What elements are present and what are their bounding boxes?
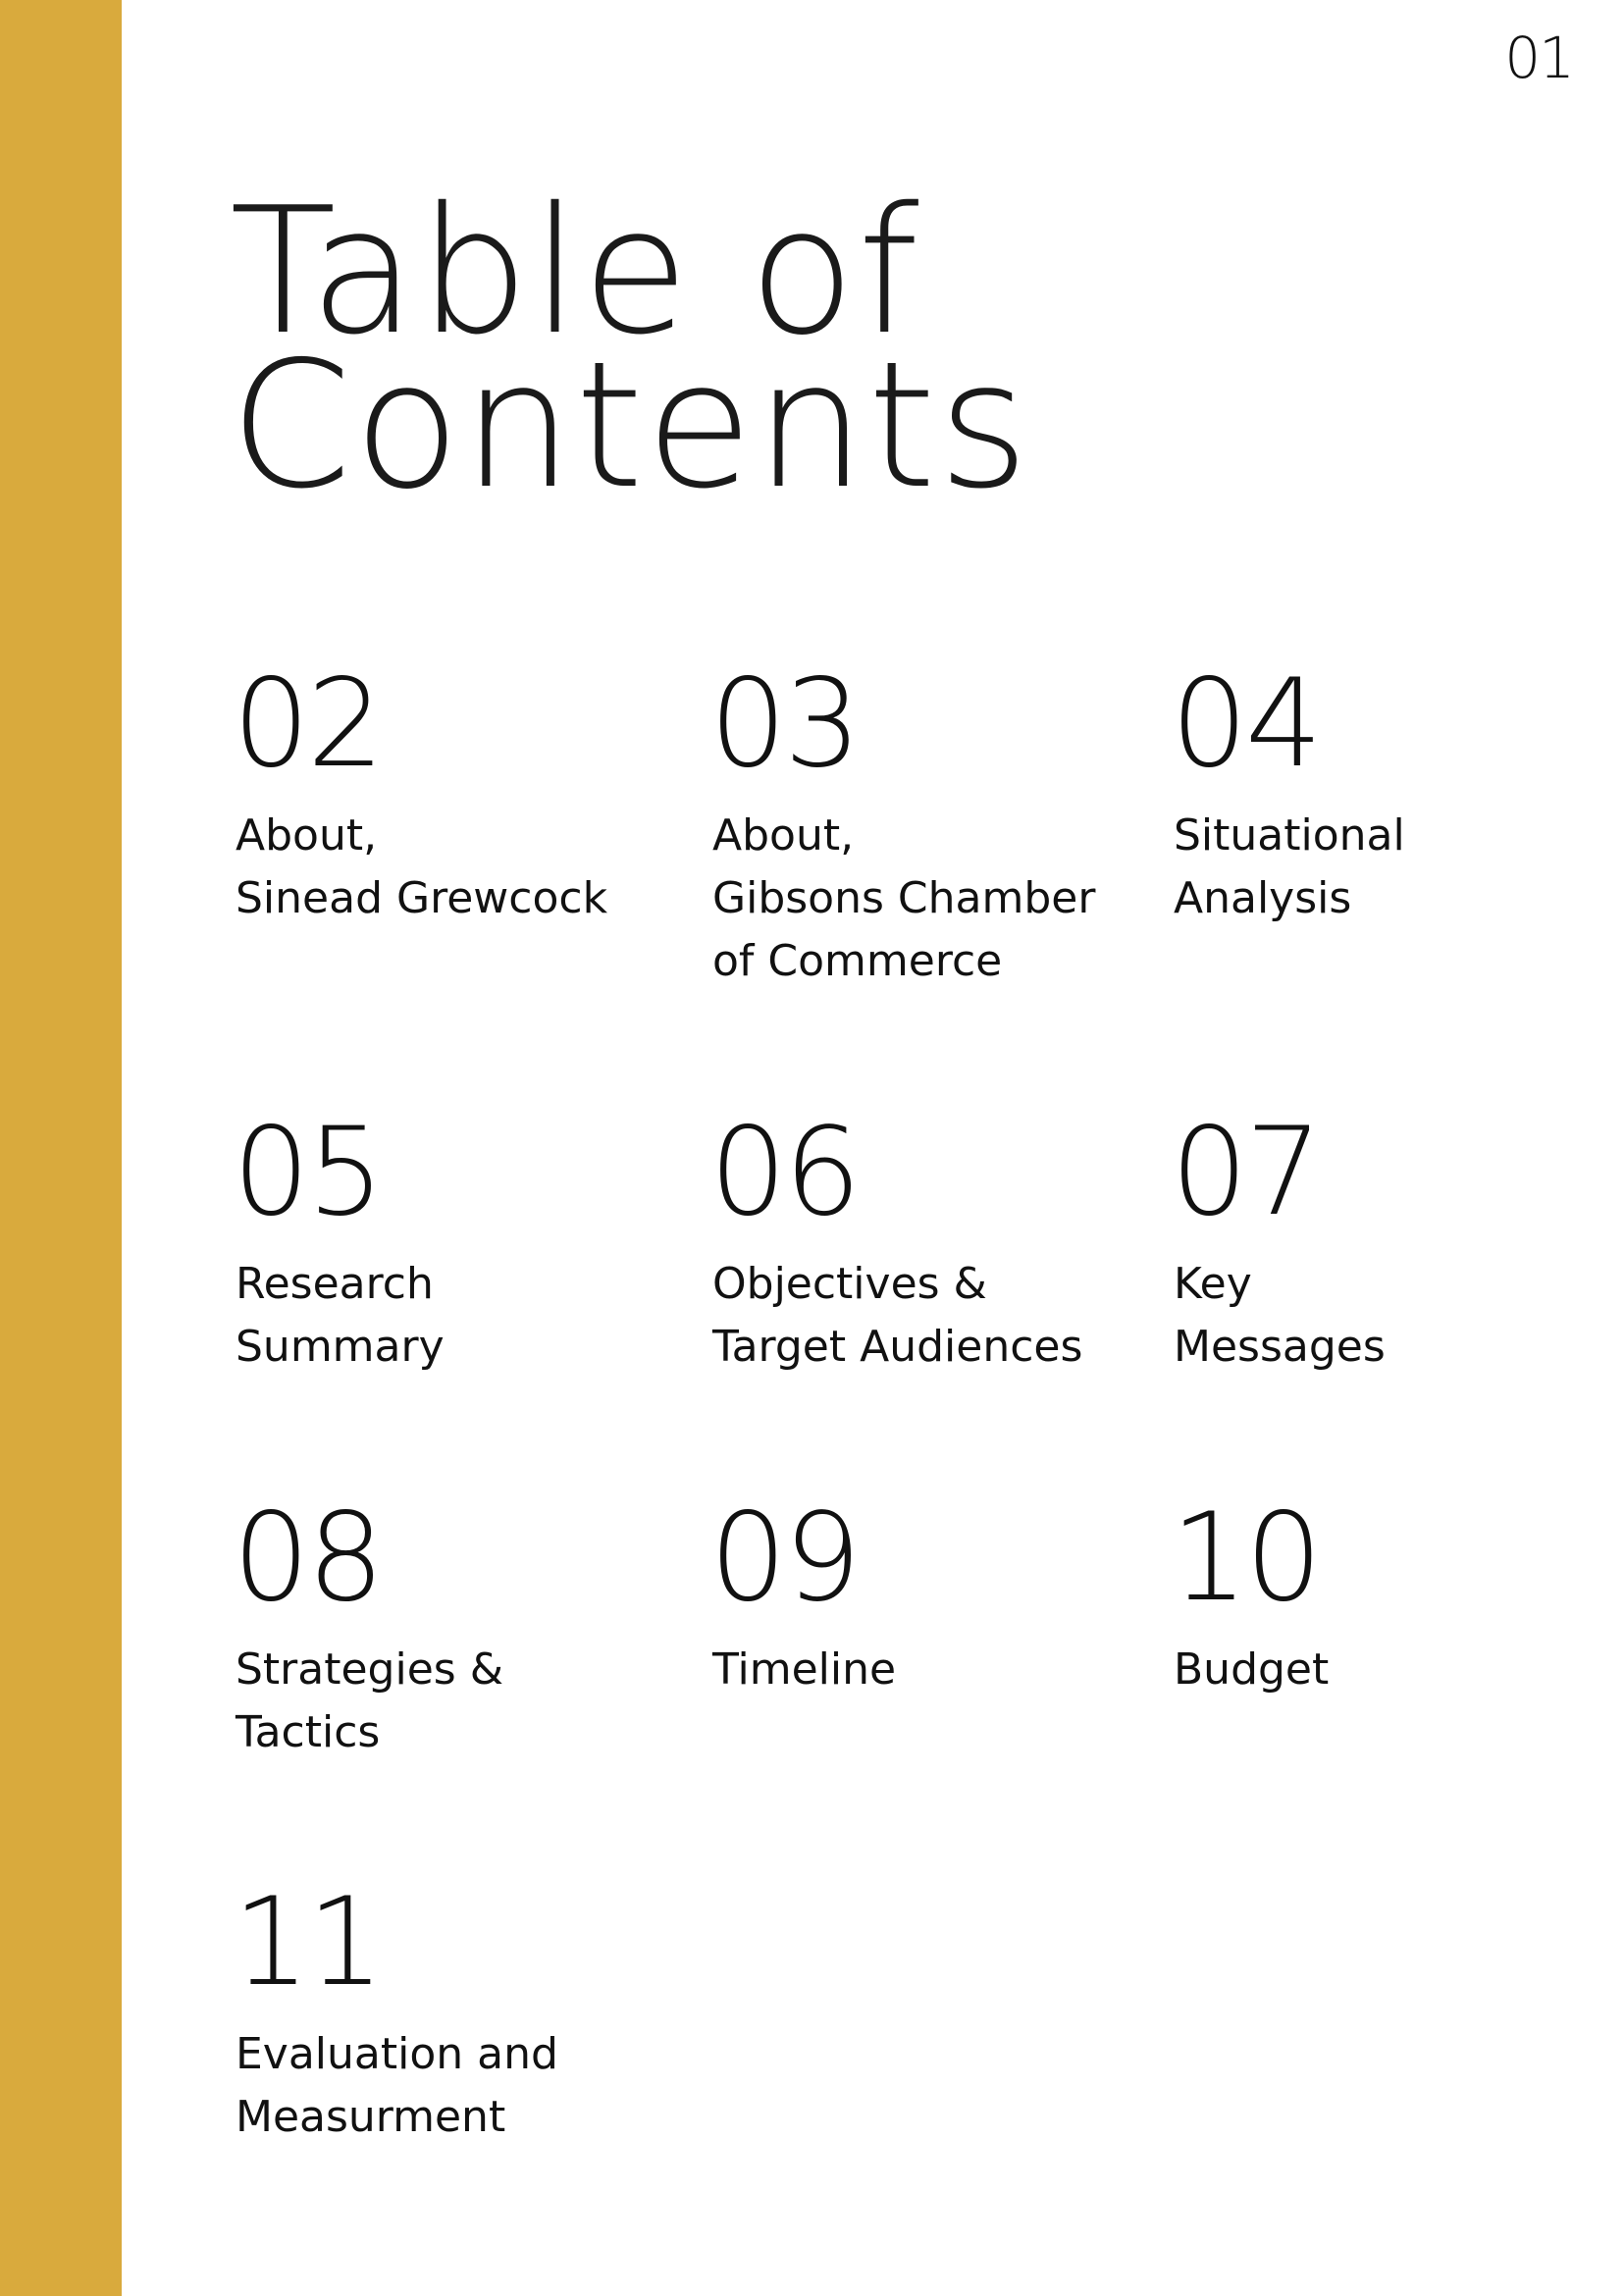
toc-entry-label: Key Messages (1174, 1259, 1386, 1372)
toc-entry-label: About, Gibsons Chamber of Commerce (712, 810, 1096, 986)
toc-entry-label: Evaluation and Measurment (236, 2029, 558, 2142)
toc-entry-number: 09 (709, 1487, 859, 1629)
page-title (230, 170, 1031, 527)
page-title-line-2: Contents (230, 324, 1031, 527)
toc-entry-label: Budget (1174, 1644, 1330, 1695)
accent-side-bar (0, 0, 122, 2296)
page-title-line-1: Table of (230, 170, 921, 373)
page-number: 01 (1504, 25, 1573, 91)
toc-entry-06[interactable] (709, 1102, 1144, 1379)
toc-entry-number: 07 (1171, 1102, 1320, 1243)
toc-entry-number: 08 (233, 1487, 382, 1629)
toc-entry-label: Timeline (712, 1644, 897, 1695)
toc-entry-08[interactable] (233, 1487, 667, 1764)
toc-entry-03[interactable] (709, 653, 1144, 993)
toc-entry-05[interactable] (233, 1102, 667, 1379)
toc-entry-11[interactable] (233, 1872, 667, 2149)
toc-entry-label: Objectives & Target Audiences (712, 1259, 1083, 1372)
toc-entry-number: 03 (709, 653, 859, 795)
toc-entry-number: 02 (233, 653, 382, 795)
toc-entry-number: 06 (709, 1102, 859, 1243)
toc-entry-label: About, Sinead Grewcock (236, 810, 608, 923)
toc-entry-02[interactable] (233, 653, 667, 930)
toc-entry-label: Research Summary (236, 1259, 445, 1372)
toc-entry-number: 05 (233, 1102, 382, 1243)
toc-entry-09[interactable] (709, 1487, 1144, 1701)
toc-entry-number: 04 (1171, 653, 1320, 795)
toc-entry-label: Strategies & Tactics (236, 1644, 504, 1757)
toc-entry-10[interactable] (1171, 1487, 1605, 1701)
toc-entry-number: 11 (233, 1872, 382, 2013)
toc-entry-label: Situational Analysis (1174, 810, 1405, 923)
toc-entry-07[interactable] (1171, 1102, 1605, 1379)
toc-entry-04[interactable] (1171, 653, 1605, 930)
toc-entry-number: 10 (1171, 1487, 1320, 1629)
